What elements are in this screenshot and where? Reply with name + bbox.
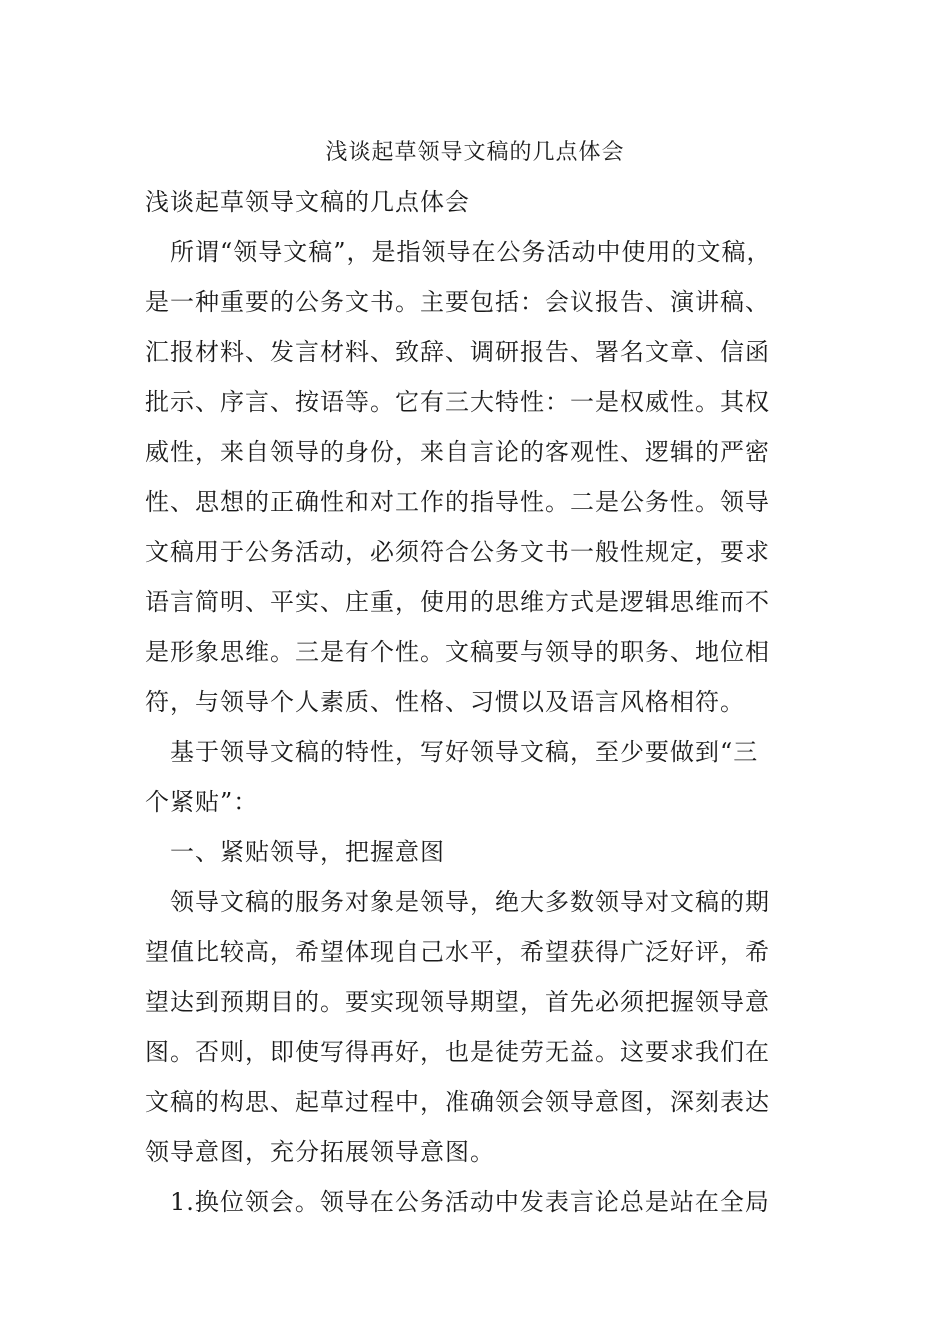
body-line: 批示、序言、按语等。它有三大特性：一是权威性。其权 [145,388,770,416]
body-line: 符，与领导个人素质、性格、习惯以及语言风格相符。 [145,688,745,716]
body-line: 图。否则，即使写得再好，也是徒劳无益。这要求我们在 [145,1038,770,1066]
body-line: 1.换位领会。领导在公务活动中发表言论总是站在全局 [145,1188,770,1216]
body-line: 文稿的构思、起草过程中，准确领会领导意图，深刻表达 [145,1088,770,1116]
body-line: 是形象思维。三是有个性。文稿要与领导的职务、地位相 [145,638,770,666]
body-line: 个紧贴”： [145,788,259,816]
body-line: 语言简明、平实、庄重，使用的思维方式是逻辑思维而不 [145,588,770,616]
body-line: 领导文稿的服务对象是领导，绝大多数领导对文稿的期 [145,888,770,916]
body-line: 汇报材料、发言材料、致辞、调研报告、署名文章、信函 [145,338,770,366]
body-line: 所谓“领导文稿”，是指领导在公务活动中使用的文稿， [145,238,772,266]
body-line: 文稿用于公务活动，必须符合公务文书一般性规定，要求 [145,538,770,566]
body-line: 是一种重要的公务文书。主要包括：会议报告、演讲稿、 [145,288,770,316]
section-heading: 一、紧贴领导，把握意图 [145,838,445,866]
body-line: 望达到预期目的。要实现领导期望，首先必须把握领导意 [145,988,770,1016]
subtitle-line: 浅谈起草领导文稿的几点体会 [145,188,470,216]
body-line: 望值比较高，希望体现自己水平，希望获得广泛好评，希 [145,938,770,966]
document-title: 浅谈起草领导文稿的几点体会 [325,140,625,165]
body-line: 基于领导文稿的特性，写好领导文稿，至少要做到“三 [145,738,759,766]
body-line: 领导意图，充分拓展领导意图。 [145,1138,495,1166]
body-line: 威性，来自领导的身份，来自言论的客观性、逻辑的严密 [145,438,770,466]
body-line: 性、思想的正确性和对工作的指导性。二是公务性。领导 [145,488,770,516]
